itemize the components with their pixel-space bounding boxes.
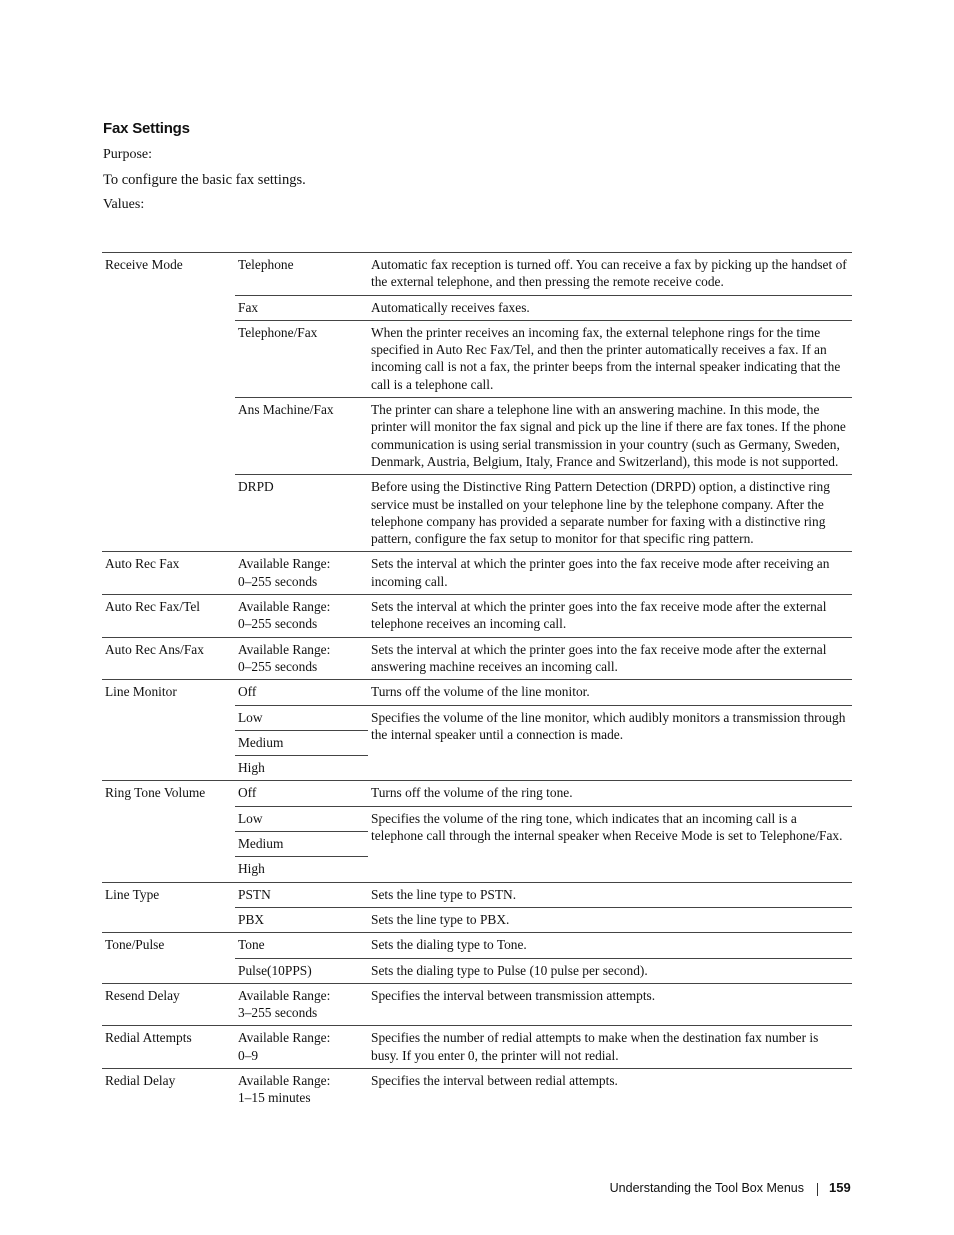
setting-description: Automatic fax reception is turned off. You can receive a fax by picking up the handset of the external telephone, and then pressing the remote receive code. bbox=[368, 253, 852, 296]
setting-value bbox=[235, 552, 368, 595]
range-value: 0–255 seconds bbox=[238, 658, 318, 674]
setting-description: The printer can share a telephone line with an answering machine. In this mode, the printer will monitor the fax signal and pick up the line if there are fax tones. If the phone communication is using serial transmission in your country (such as Germany, Sweden, Denmark, Austria, Belgium, Italy, France and Switzerland), this mode is not supported. bbox=[368, 398, 852, 475]
fax-settings-table bbox=[102, 252, 852, 1111]
table-row bbox=[102, 637, 852, 680]
range-value: 3–255 seconds bbox=[238, 1005, 318, 1021]
setting-value: DRPD bbox=[235, 475, 368, 552]
setting-description: Sets the interval at which the printer goes into the fax receive mode after the external answering machine receives an incoming call. bbox=[368, 637, 852, 680]
setting-description bbox=[368, 806, 852, 882]
menu-reference: Telephone/Fax bbox=[759, 828, 840, 844]
setting-name: Redial Delay bbox=[102, 1068, 235, 1110]
setting-description: Sets the dialing type to Pulse (10 pulse per second). bbox=[368, 958, 852, 983]
setting-name: Auto Rec Fax/Tel bbox=[102, 595, 235, 638]
range-label: Available Range: bbox=[238, 556, 331, 572]
setting-value bbox=[235, 637, 368, 680]
setting-value bbox=[235, 1068, 368, 1110]
page-number: 159 bbox=[829, 1180, 851, 1195]
setting-description: Sets the interval at which the printer goes into the fax receive mode after receiving an incoming call. bbox=[368, 552, 852, 595]
setting-value: Tone bbox=[235, 933, 368, 958]
setting-value: High bbox=[235, 756, 368, 781]
range-label: Available Range: bbox=[238, 987, 331, 1003]
purpose-text: To configure the basic fax settings. bbox=[103, 172, 306, 188]
setting-value: Telephone bbox=[235, 253, 368, 296]
table-row bbox=[102, 882, 852, 907]
range-value: 1–15 minutes bbox=[238, 1090, 311, 1106]
range-value: 0–255 seconds bbox=[238, 573, 318, 589]
setting-value: Off bbox=[235, 680, 368, 705]
range-value: 0–9 bbox=[238, 1047, 259, 1063]
description-text: When the printer receives an incoming fax, the external telephone rings for the time specified in bbox=[371, 324, 821, 358]
description-text: , and then the printer automatically receives a fax. If an incoming call is not a fax, the printer beeps from the internal speaker indicating that the call is a telephone call. bbox=[371, 342, 841, 392]
table-row bbox=[102, 595, 852, 638]
setting-description: Sets the interval at which the printer goes into the fax receive mode after the external telephone receives an incoming call. bbox=[368, 595, 852, 638]
range-label: Available Range: bbox=[238, 1072, 331, 1088]
setting-value: Low bbox=[235, 705, 368, 730]
table-row bbox=[102, 1068, 852, 1110]
setting-name: Auto Rec Ans/Fax bbox=[102, 637, 235, 680]
description-text: . bbox=[839, 828, 843, 844]
range-label: Available Range: bbox=[238, 1030, 331, 1046]
setting-value: Telephone/Fax bbox=[235, 320, 368, 397]
setting-name: Redial Attempts bbox=[102, 1026, 235, 1069]
setting-description: Specifies the number of redial attempts to make when the destination fax number is busy. If you enter 0, the printer will not redial. bbox=[368, 1026, 852, 1069]
setting-description: Specifies the interval between redial attempts. bbox=[368, 1068, 852, 1110]
table-row bbox=[102, 983, 852, 1026]
menu-reference: Auto Rec Fax/Tel bbox=[435, 342, 531, 358]
setting-description: Sets the line type to PSTN. bbox=[368, 882, 852, 907]
setting-value: PSTN bbox=[235, 882, 368, 907]
table-row bbox=[102, 552, 852, 595]
table-row bbox=[102, 933, 852, 958]
setting-name: Line Monitor bbox=[102, 680, 235, 781]
setting-name: Auto Rec Fax bbox=[102, 552, 235, 595]
purpose-label: Purpose: bbox=[103, 147, 152, 162]
setting-value: Medium bbox=[235, 730, 368, 755]
setting-description: Automatically receives faxes. bbox=[368, 295, 852, 320]
footer-chapter-title: Understanding the Tool Box Menus bbox=[609, 1181, 804, 1195]
section-title: Fax Settings bbox=[103, 120, 190, 137]
setting-description bbox=[368, 320, 852, 397]
setting-description: Turns off the volume of the line monitor. bbox=[368, 680, 852, 705]
setting-description: Before using the Distinctive Ring Pattern Detection (DRPD) option, a distinctive ring service must be installed on your telephone line by the telephone company. After the telephone company has provided a separate number for faxing with a distinctive ring pattern, configure the fax setup to monitor for that specific ring pattern. bbox=[368, 475, 852, 552]
menu-reference: Receive Mode bbox=[634, 828, 713, 844]
description-text: Specifies the volume of the ring tone, which indicates that an incoming call is a telephone call through the internal speaker when bbox=[371, 810, 797, 844]
setting-value: Ans Machine/Fax bbox=[235, 398, 368, 475]
setting-value: Low bbox=[235, 806, 368, 831]
setting-value: Pulse(10PPS) bbox=[235, 958, 368, 983]
setting-name: Resend Delay bbox=[102, 983, 235, 1026]
setting-value: Fax bbox=[235, 295, 368, 320]
values-label: Values: bbox=[103, 197, 145, 212]
setting-description: Sets the line type to PBX. bbox=[368, 907, 852, 932]
range-value: 0–255 seconds bbox=[238, 616, 318, 632]
setting-description: Specifies the volume of the line monitor, which audibly monitors a transmission through the internal speaker until a connection is made. bbox=[368, 705, 852, 781]
table-row bbox=[102, 1026, 852, 1069]
setting-name: Ring Tone Volume bbox=[102, 781, 235, 882]
table-row bbox=[102, 781, 852, 806]
setting-value bbox=[235, 595, 368, 638]
setting-value: Off bbox=[235, 781, 368, 806]
setting-value bbox=[235, 1026, 368, 1069]
setting-name: Tone/Pulse bbox=[102, 933, 235, 984]
setting-value: High bbox=[235, 857, 368, 882]
setting-description: Sets the dialing type to Tone. bbox=[368, 933, 852, 958]
setting-name: Receive Mode bbox=[102, 253, 235, 552]
setting-value: PBX bbox=[235, 907, 368, 932]
range-label: Available Range: bbox=[238, 641, 331, 657]
footer-divider bbox=[817, 1183, 818, 1196]
table-row bbox=[102, 253, 852, 296]
setting-value bbox=[235, 983, 368, 1026]
range-label: Available Range: bbox=[238, 599, 331, 615]
description-text: is set to bbox=[712, 828, 760, 844]
setting-name: Line Type bbox=[102, 882, 235, 933]
setting-description: Turns off the volume of the ring tone. bbox=[368, 781, 852, 806]
table-row bbox=[102, 680, 852, 705]
setting-description: Specifies the interval between transmission attempts. bbox=[368, 983, 852, 1026]
setting-value: Medium bbox=[235, 832, 368, 857]
